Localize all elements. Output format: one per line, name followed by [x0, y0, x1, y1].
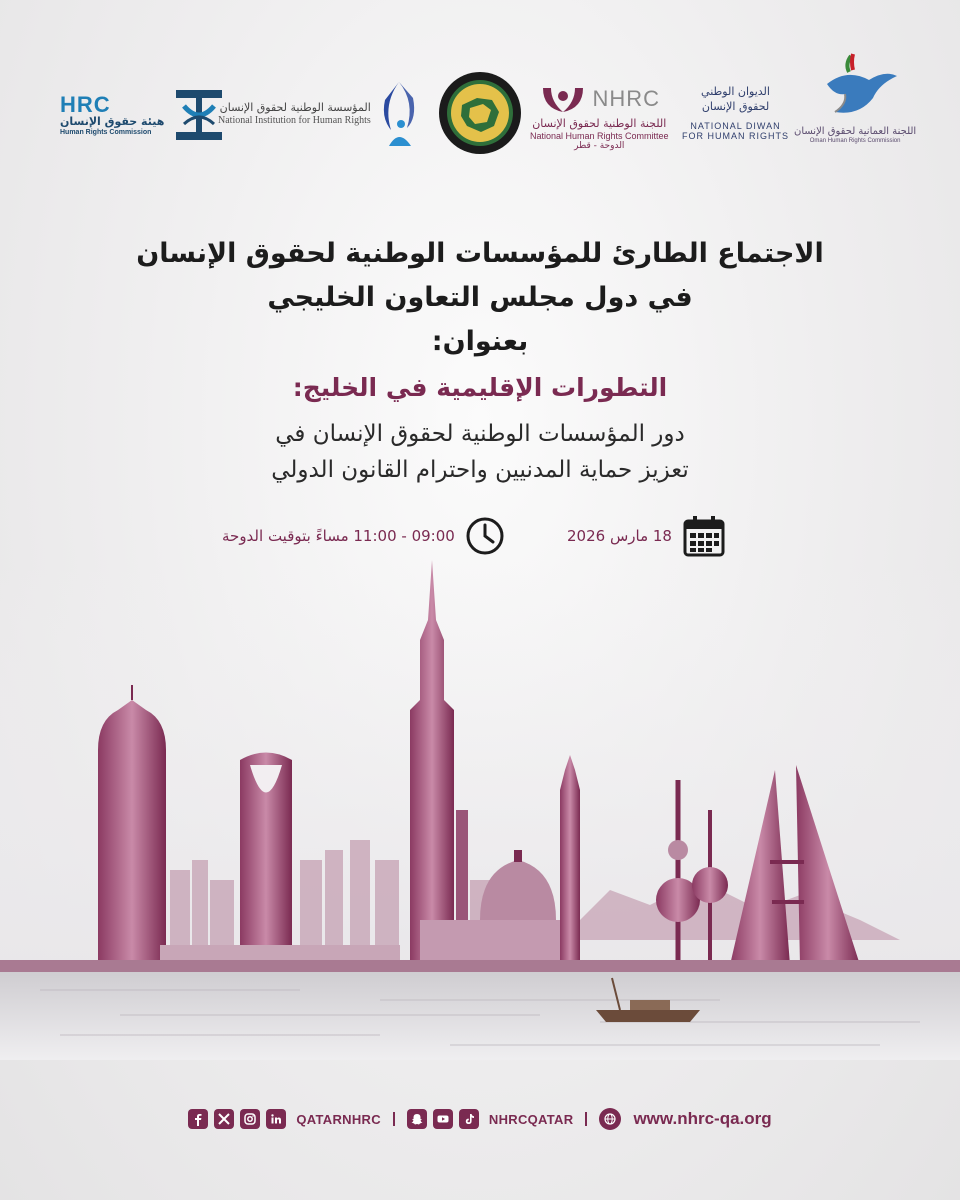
website-link[interactable]: www.nhrc-qa.org — [633, 1109, 772, 1128]
instagram-icon[interactable] — [240, 1109, 260, 1129]
event-date — [567, 513, 726, 559]
handle-nhrcqatar[interactable]: NHRCQATAR — [488, 1111, 574, 1127]
diwan-logo-name-en-2: FOR HUMAN RIGHTS — [682, 131, 789, 142]
nhrc-logo-name-en: National Human Rights Committee — [530, 130, 669, 141]
minaret — [560, 755, 580, 965]
gcc-emblem-icon — [437, 70, 523, 156]
oman-logo-name-ar: اللجنة العمانية لحقوق الإنسان — [794, 126, 917, 137]
topic-title: التطورات الإقليمية في الخليج: — [292, 373, 668, 402]
event-time-text: 09:00 - 11:00 مساءً بتوقيت الدوحة — [222, 527, 455, 545]
facebook-icon[interactable] — [188, 1109, 208, 1129]
hrc-logo-name-ar: هيئة حقوق الإنسان — [60, 115, 165, 129]
logo-nihr — [218, 78, 421, 150]
hrc-logo-name-en: Human Rights Commission — [60, 128, 152, 136]
footer-separator — [393, 1112, 395, 1126]
gulf-skyline-illustration — [0, 560, 960, 1060]
nhrc-logo-name-ar: اللجنة الوطنية لحقوق الإنسان — [532, 117, 667, 130]
handle-qatarnhrc[interactable]: QATARNHRC — [296, 1111, 381, 1127]
globe-icon[interactable] — [599, 1108, 621, 1130]
logo-hrc — [60, 84, 226, 146]
website-group — [599, 1108, 771, 1130]
tiktok-icon[interactable] — [459, 1109, 479, 1129]
nihr-logo-name-en: National Institution for Human Rights — [218, 114, 371, 126]
oman-logo-name-en: Oman Human Rights Commission — [809, 137, 901, 144]
calendar-icon — [682, 514, 726, 558]
diwan-logo-name-en-1: NATIONAL DIWAN — [690, 120, 781, 131]
hrc-logo-abbr: HRC — [60, 92, 111, 118]
nihr-emblem-icon — [377, 78, 421, 150]
topic-subtitle-2: تعزيز حماية المدنيين واحترام القانون الدولي — [271, 457, 689, 483]
oman-dove-icon — [807, 50, 903, 124]
nhrc-hands-icon — [539, 82, 587, 116]
topic-subtitle-1: دور المؤسسات الوطنية لحقوق الإنسان في — [275, 421, 685, 447]
nhrc-logo-city: الدوحة - قطر — [574, 140, 625, 151]
event-time — [222, 513, 505, 559]
diwan-logo-name-ar: الديوان الوطني لحقوق الإنسان — [701, 85, 770, 114]
social-group-nhrcqatar — [407, 1109, 574, 1129]
footer-separator — [585, 1112, 587, 1126]
event-date-text: 18 مارس 2026 — [567, 527, 672, 545]
footer-bar — [0, 1108, 960, 1130]
youtube-icon[interactable] — [433, 1109, 453, 1129]
heading-block — [80, 232, 880, 488]
nihr-logo-name-ar: المؤسسة الوطنية لحقوق الإنسان — [219, 100, 371, 114]
heading-line-3: بعنوان: — [431, 326, 529, 357]
x-icon[interactable] — [214, 1109, 234, 1129]
nhrc-logo-abbr: NHRC — [592, 86, 661, 111]
logo-diwan — [682, 84, 789, 141]
snapchat-icon[interactable] — [407, 1109, 427, 1129]
doha-tower — [98, 700, 166, 960]
linkedin-icon[interactable] — [266, 1109, 286, 1129]
heading-line-1: الاجتماع الطارئ للمؤسسات الوطنية لحقوق الإنسان — [136, 238, 824, 269]
clock-icon — [465, 516, 505, 556]
heading-line-2: في دول مجلس التعاون الخليجي — [267, 282, 693, 313]
grand-mosque — [420, 920, 580, 965]
social-group-qatarnhrc — [188, 1109, 381, 1129]
logo-oman — [794, 50, 916, 144]
logo-nhrc — [530, 82, 669, 151]
